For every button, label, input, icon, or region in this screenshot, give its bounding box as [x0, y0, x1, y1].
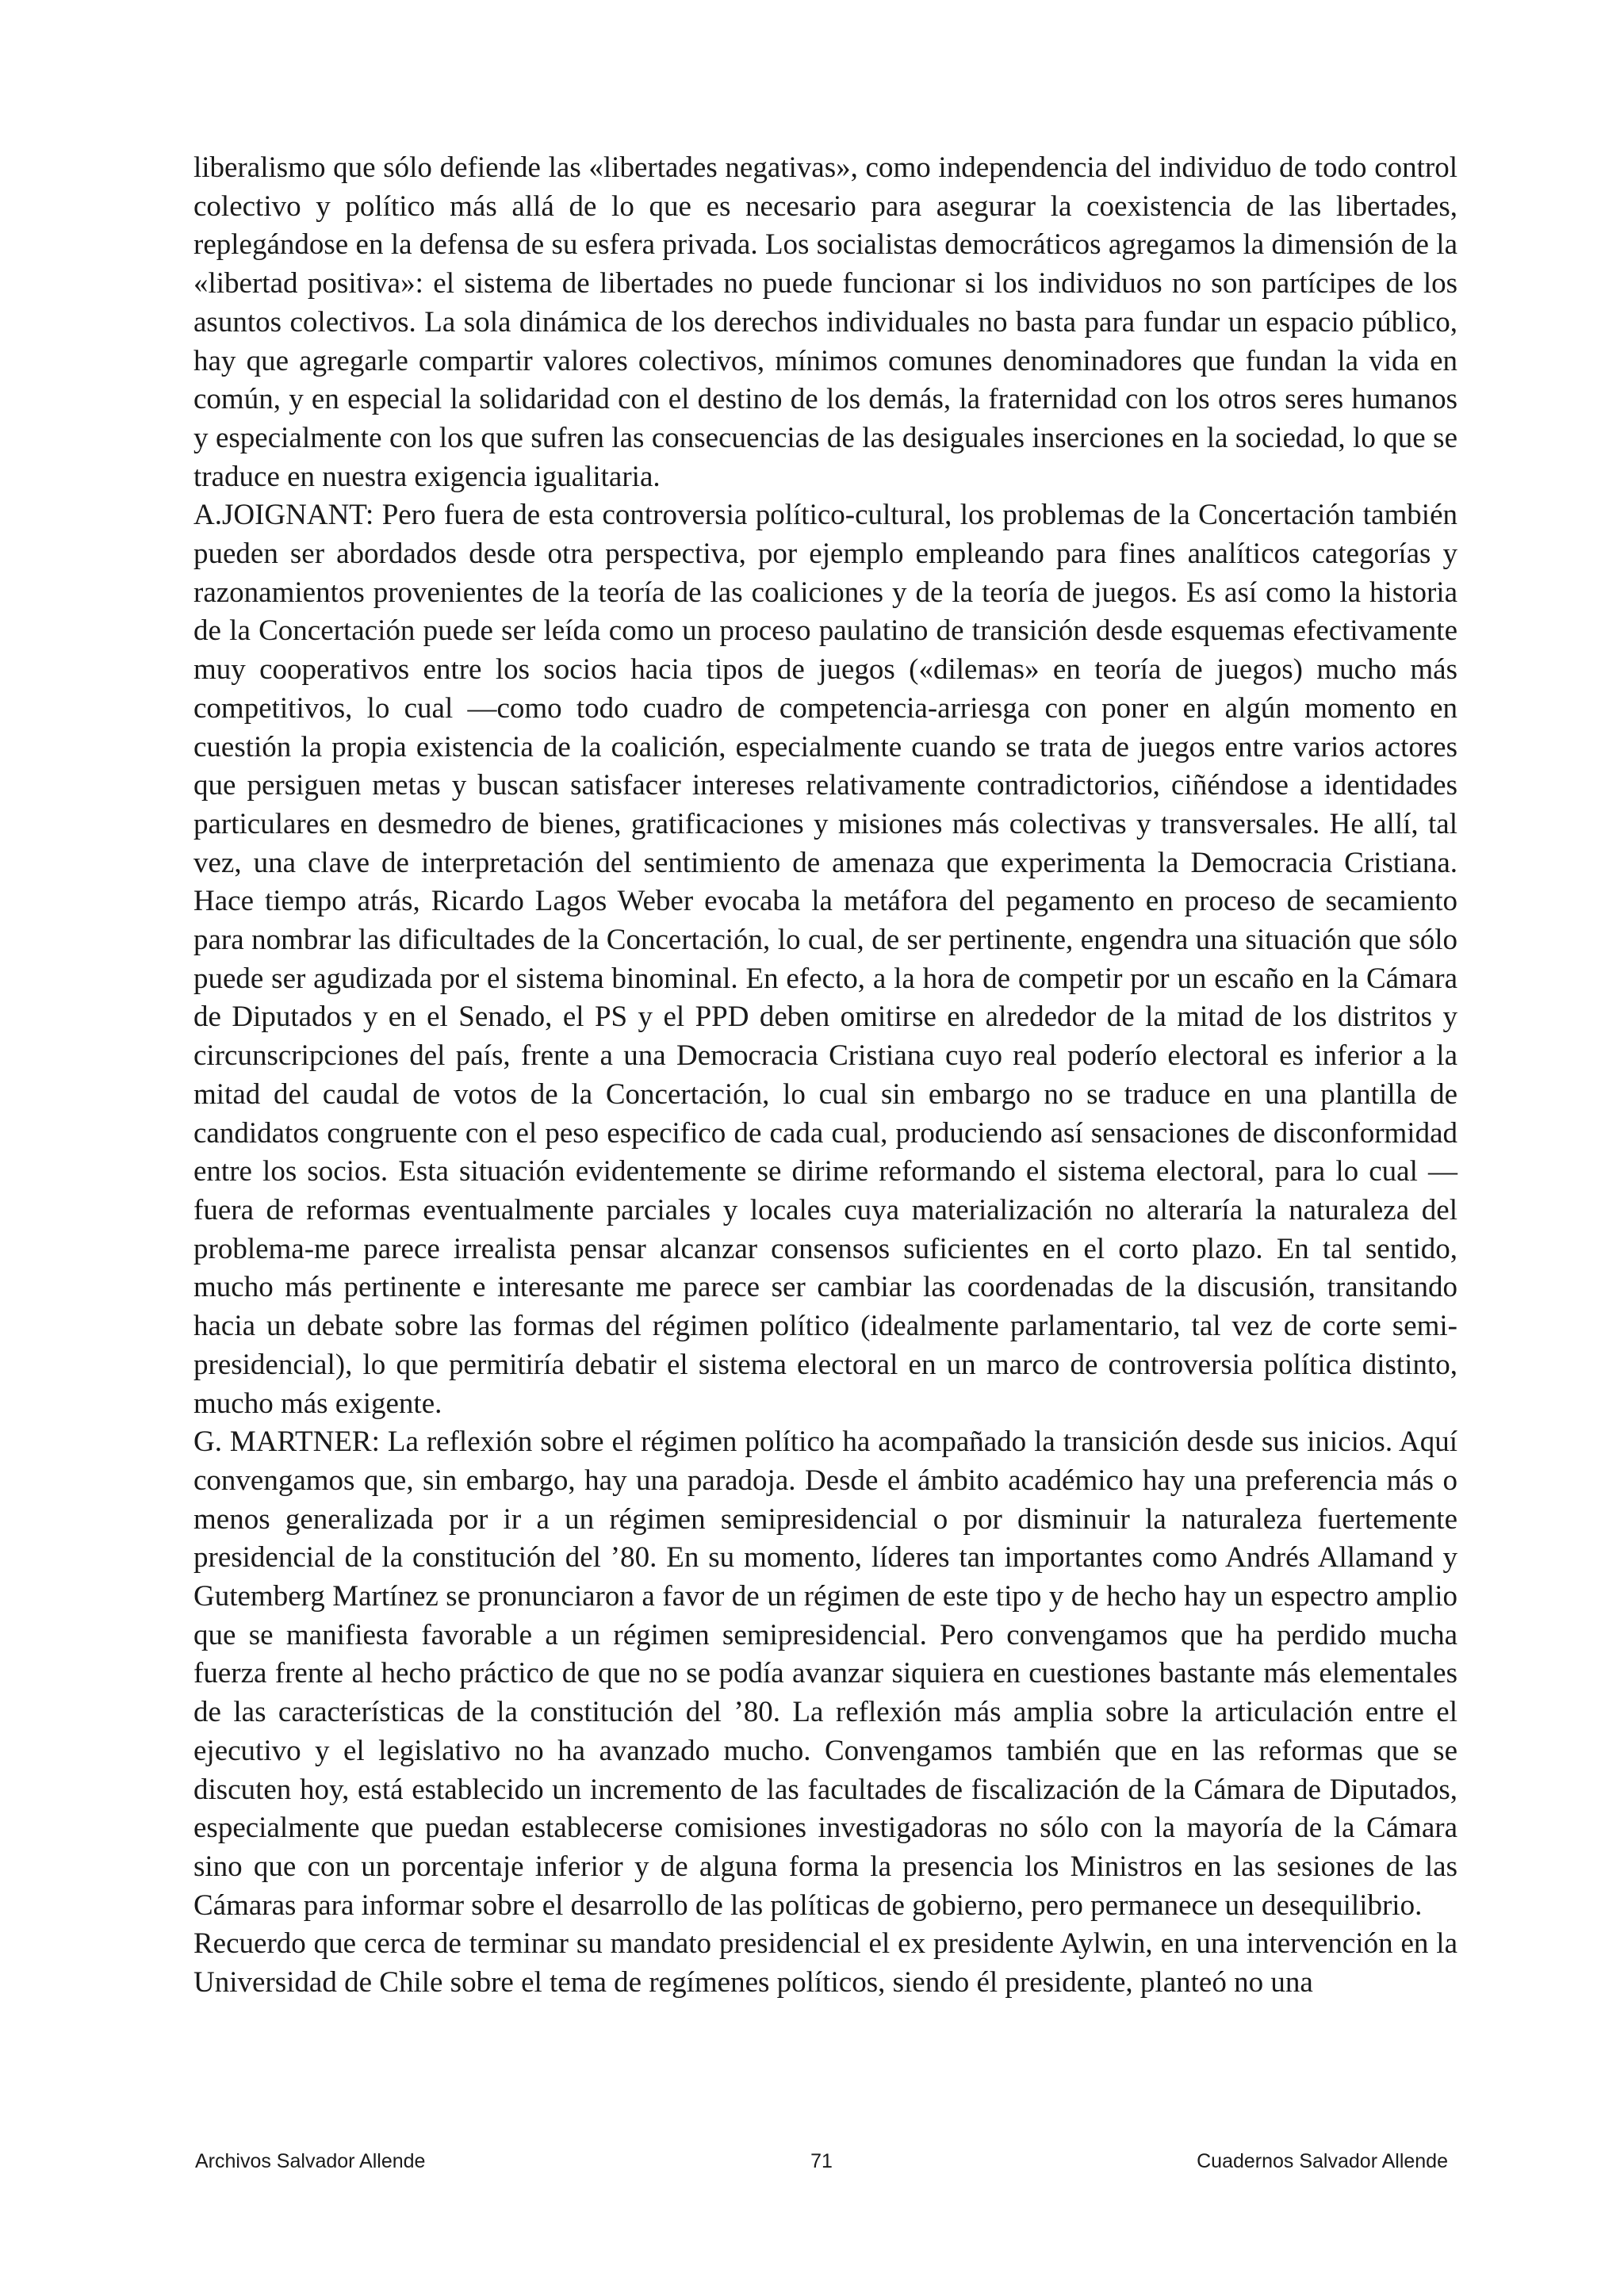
body-text: [193, 149, 1457, 2003]
paragraph-aylwin: Recuerdo que cerca de terminar su mandato presidencial el ex presidente Aylwin, en una intervención en la Universidad de Chile sobre el tema de regímenes políticos, siendo él presidente, planteó no una: [193, 1927, 1457, 1999]
paragraph-liberalismo: liberalismo que sólo defiende las «libertades negativas», como independencia del individuo de todo control colectivo y político más allá de lo que es necesario para asegurar la coexistencia de las libertades, replegándose en la defensa de su esfera privada. Los socialistas democráticos agregamos la dimensión de la «libertad positiva»: el sistema de libertades no puede funcionar si los individuos no son partícipes de los asuntos colectivos. La sola dinámica de los derechos individuales no basta para fundar un espacio público, hay que agregarle compartir valores colectivos, mínimos comunes denominadores que fundan la vida en común, y en especial la solidaridad con el destino de los demás, la fraternidad con los otros seres humanos y especialmente con los que sufren las consecuencias de las desiguales inserciones en la sociedad, lo que se traduce en nuestra exigencia igualitaria.: [193, 151, 1457, 493]
footer-left-title: Archivos Salvador Allende: [195, 2150, 426, 2172]
paragraph-martner: G. MARTNER: La reflexión sobre el régimen político ha acompañado la transición desde sus inicios. Aquí convengamos que, sin embargo, hay una paradoja. Desde el ámbito académico hay una preferencia más o menos generalizada por ir a un régimen semipresidencial o por disminuir la naturaleza fuertemente presidencial de la constitución del ’80. En su momento, líderes tan importantes como Andrés Allamand y Gutemberg Martínez se pronunciaron a favor de un régimen de este tipo y de hecho hay un espectro amplio que se manifiesta favorable a un régimen semipresidencial. Pero convengamos que ha perdido mucha fuerza frente al hecho práctico de que no se podía avanzar siquiera en cuestiones bastante más elementales de las características de la constitución del ’80. La reflexión más amplia sobre la articulación entre el ejecutivo y el legislativo no ha avanzado mucho. Convengamos también que en las reformas que se discuten hoy, está establecido un incremento de las facultades de fiscalización de la Cámara de Diputados, especialmente que puedan establecerse comisiones investigadoras no sólo con la mayoría de la Cámara sino que con un porcentaje inferior y de alguna forma la presencia los Ministros en las sesiones de las Cámaras para informar sobre el desarrollo de las políticas de gobierno, pero permanece un desequilibrio.: [193, 1425, 1457, 1922]
page-number: 71: [810, 2150, 833, 2172]
footer-right-title: Cuadernos Salvador Allende: [1197, 2150, 1448, 2172]
paragraph-joignant: A.JOIGNANT: Pero fuera de esta controversia político-cultural, los problemas de la Concertación también pueden ser abordados desde otra perspectiva, por ejemplo empleando para fines analíticos categorías y razonamientos provenientes de la teoría de las coaliciones y de la teoría de juegos. Es así como la historia de la Concertación puede ser leída como un proceso paulatino de transición desde esquemas efectivamente muy cooperativos entre los socios hacia tipos de juegos («dilemas» en teoría de juegos) mucho más competitivos, lo cual —como todo cuadro de competencia-arriesga con poner en algún momento en cuestión la propia existencia de la coalición, especialmente cuando se trata de juegos entre varios actores que persiguen metas y buscan satisfacer intereses relativamente contradictorios, ciñéndose a identidades particulares en desmedro de bienes, gratificaciones y misiones más colectivas y transversales. He allí, tal vez, una clave de interpretación del sentimiento de amenaza que experimenta la Democracia Cristiana. Hace tiempo atrás, Ricardo Lagos Weber evocaba la metáfora del pegamento en proceso de secamiento para nombrar las dificultades de la Concertación, lo cual, de ser pertinente, engendra una situación que sólo puede ser agudizada por el sistema binominal. En efecto, a la hora de competir por un escaño en la Cámara de Diputados y en el Senado, el PS y el PPD deben omitirse en alrededor de la mitad de los distritos y circunscripciones del país, frente a una Democracia Cristiana cuyo real poderío electoral es inferior a la mitad del caudal de votos de la Concertación, lo cual sin embargo no se traduce en una plantilla de candidatos congruente con el peso especifico de cada cual, produciendo así sensaciones de disconformidad entre los socios. Esta situación evidentemente se dirime reformando el sistema electoral, para lo cual —fuera de reformas eventualmente parciales y locales cuya materialización no alteraría la naturaleza del problema-me parece irrealista pensar alcanzar consensos suficientes en el corto plazo. En tal sentido, mucho más pertinente e interesante me parece ser cambiar las coordenadas de la discusión, transitando hacia un debate sobre las formas del régimen político (idealmente parlamentario, tal vez de corte semi-presidencial), lo que permitiría debatir el sistema electoral en un marco de controversia política distinto, mucho más exigente.: [193, 499, 1457, 1420]
page-footer: [195, 2150, 1448, 2182]
